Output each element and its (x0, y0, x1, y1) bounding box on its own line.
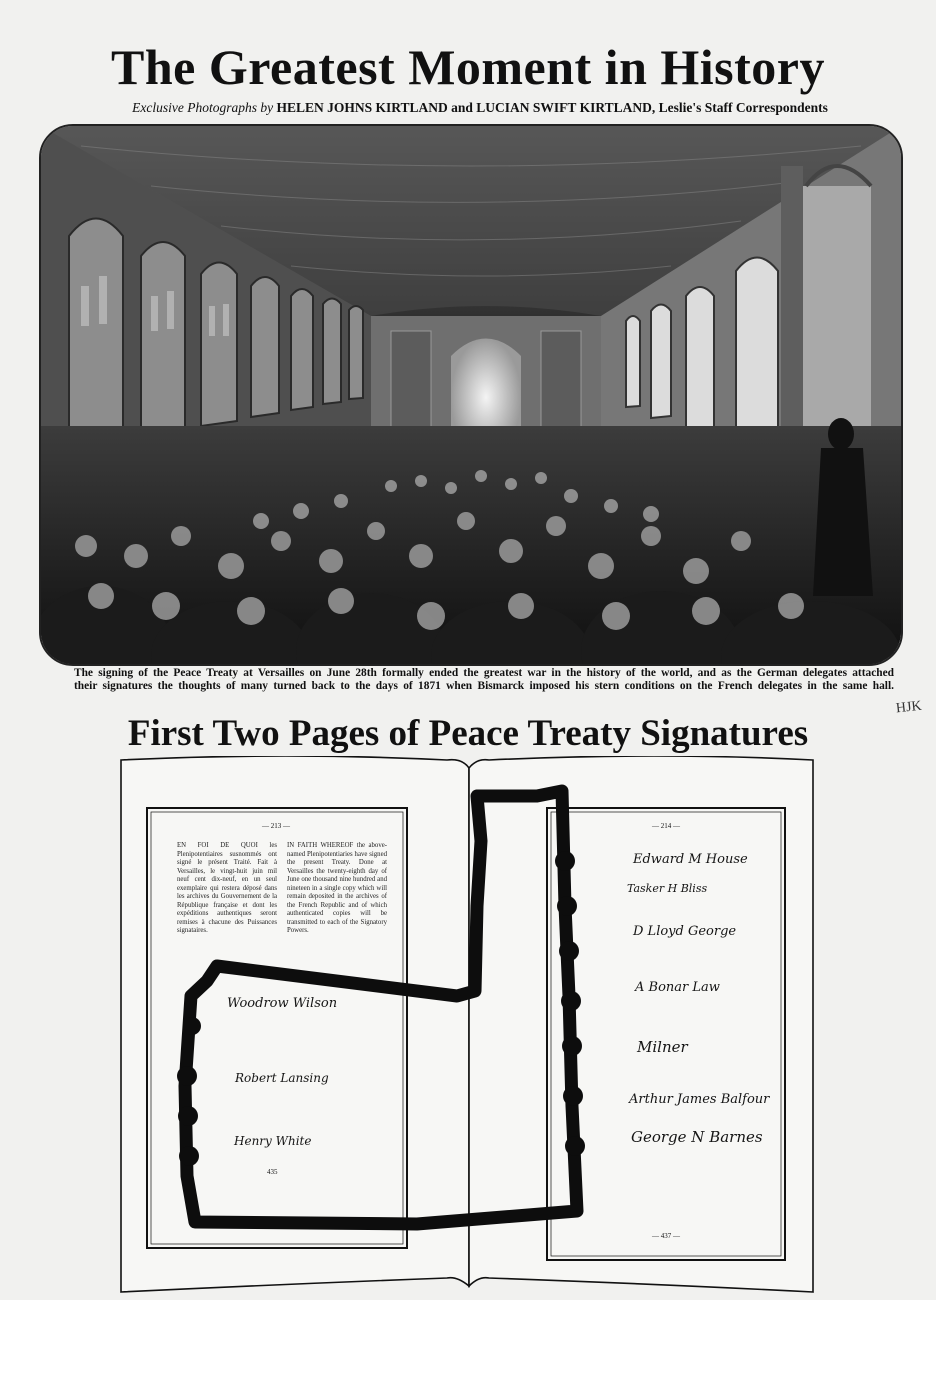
page-title: The Greatest Moment in History (111, 39, 825, 95)
signature-bliss: Tasker H Bliss (627, 882, 708, 895)
signature-white: Henry White (234, 1134, 312, 1148)
byline (60, 100, 900, 116)
hall-of-mirrors-photo (39, 124, 903, 666)
left-page-french-text: EN FOI DE QUOI les Plenipotentiaires susnommés ont signé le présent Traité. Fait à Versailles, le vingt-huit juin mil neuf cent dix-neuf, en un seul exemplaire qui restera déposé dans les archives du Gouvernement de la République française et dont les expéditions authentiques seront remises à chacune des Puissances signataires. (177, 842, 277, 934)
signature-milner: Milner (637, 1038, 688, 1056)
signature-bonar-law: A Bonar Law (635, 980, 720, 995)
right-page-top-number: — 214 — (652, 822, 680, 830)
right-page-bottom-number: — 437 — (652, 1232, 680, 1240)
byline-suffix: Leslie's Staff Correspondents (658, 100, 828, 115)
signature-balfour: Arthur James Balfour (629, 1092, 770, 1107)
caption-line-2: their signatures the thoughts of many turned back to the days of 1871 when Bismarck imposed his stern conditions on the French delegates in the same hall. (74, 680, 894, 692)
section-title: First Two Pages of Peace Treaty Signatures (127, 713, 809, 754)
byline-names: HELEN JOHNS KIRTLAND and LUCIAN SWIFT KIRTLAND, (276, 100, 656, 115)
treaty-book (117, 756, 817, 1298)
signature-house: Edward M House (633, 852, 748, 867)
book-outline (117, 756, 817, 1298)
signature-lloyd-george: D Lloyd George (633, 924, 737, 939)
byline-by: by (260, 100, 274, 115)
byline-prefix: Exclusive Photographs (132, 100, 257, 115)
photo-illustration (41, 126, 901, 664)
margin-initials: HJK (895, 698, 923, 717)
photo-caption (74, 667, 894, 693)
signature-wilson: Woodrow Wilson (227, 996, 338, 1011)
left-page-bottom-number: 435 (267, 1168, 278, 1176)
bottom-margin (0, 1300, 936, 1390)
signature-barnes: George N Barnes (631, 1128, 763, 1146)
left-page-english-text: IN FAITH WHEREOF the above-named Plenipotentiaries have signed the present Treaty. Done at Versailles the twenty-eighth day of June one thousand nine hundred and nineteen in a single copy which will remain deposited in the archives of the French Republic and of which authenticated copies will be transmitted to each of the Signatory Powers. (287, 842, 387, 934)
signature-lansing: Robert Lansing (235, 1071, 329, 1085)
left-page-top-number: — 213 — (262, 822, 290, 830)
caption-line-1: The signing of the Peace Treaty at Versailles on June 28th formally ended the greatest war in the history of the world, and as the German delegates attached (74, 667, 894, 679)
